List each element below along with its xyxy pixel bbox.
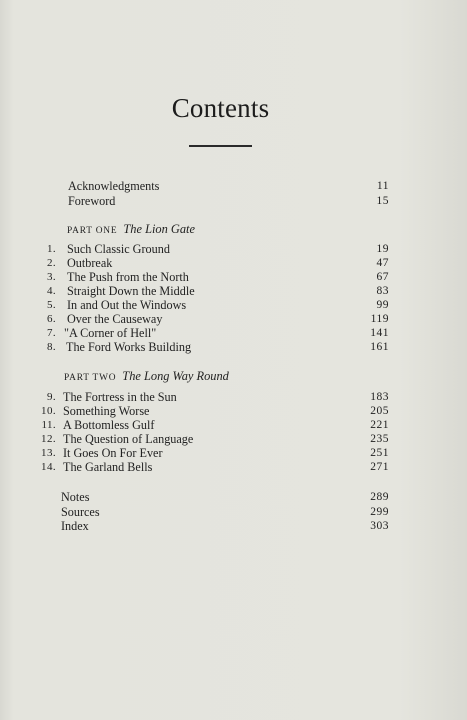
toc-entry-index (0, 519, 467, 533)
toc-entry-notes (0, 490, 467, 504)
entry-page: 161 (370, 341, 389, 353)
entry-page: 141 (370, 327, 389, 339)
toc-entry-foreword (0, 194, 467, 208)
toc-entry-chapter (0, 284, 467, 298)
page-title: Contents (171, 93, 270, 123)
chapter-number: 7. (46, 327, 56, 339)
chapter-number: 3. (46, 271, 56, 283)
entry-page: 11 (376, 180, 389, 192)
entry-label: Straight Down the Middle (67, 284, 195, 298)
part-heading-one (67, 222, 195, 236)
toc-entry-acknowledgments (0, 179, 467, 193)
chapter-number: 14. (41, 461, 56, 473)
toc-entry-chapter (0, 340, 467, 354)
chapter-number: 5. (46, 299, 56, 311)
toc-entry-chapter (0, 270, 467, 284)
entry-label: Acknowledgments (68, 179, 160, 193)
toc-entry-chapter (0, 460, 467, 474)
entry-label: Something Worse (63, 404, 150, 418)
entry-page: 205 (370, 405, 389, 417)
toc-entry-chapter (0, 418, 467, 432)
entry-page: 119 (370, 313, 389, 325)
chapter-number: 10. (41, 405, 56, 417)
chapter-number: 11. (41, 419, 56, 431)
entry-label: A Bottomless Gulf (63, 418, 155, 432)
entry-page: 299 (370, 506, 389, 518)
toc-entry-chapter (0, 446, 467, 460)
entry-page: 99 (376, 299, 389, 311)
chapter-number: 6. (46, 313, 56, 325)
entry-page: 67 (376, 271, 389, 283)
entry-label: The Garland Bells (63, 460, 153, 474)
entry-label: The Fortress in the Sun (63, 390, 177, 404)
entry-page: 289 (370, 491, 389, 503)
part-title: The Long Way Round (122, 369, 229, 383)
part-title: The Lion Gate (123, 222, 195, 236)
chapter-number: 1. (46, 243, 56, 255)
chapter-number: 13. (41, 447, 56, 459)
chapter-number: 2. (46, 257, 56, 269)
toc-entry-chapter (0, 432, 467, 446)
entry-label: Index (61, 519, 89, 533)
entry-label: Over the Causeway (67, 312, 163, 326)
toc-entry-chapter (0, 256, 467, 270)
entry-page: 251 (370, 447, 389, 459)
entry-page: 183 (370, 391, 389, 403)
entry-label: Outbreak (67, 256, 113, 270)
entry-label: Such Classic Ground (67, 242, 170, 256)
chapter-number: 8. (46, 341, 56, 353)
entry-page: 83 (376, 285, 389, 297)
entry-page: 15 (376, 195, 389, 207)
part-heading-two (64, 369, 229, 383)
entry-label: Sources (61, 505, 100, 519)
toc-entry-chapter (0, 326, 467, 340)
entry-label: The Question of Language (63, 432, 194, 446)
toc-entry-chapter (0, 404, 467, 418)
toc-entry-sources (0, 505, 467, 519)
entry-page: 303 (370, 520, 389, 532)
toc-entry-chapter (0, 242, 467, 256)
part-label: PART ONE (67, 226, 118, 236)
entry-page: 47 (376, 257, 389, 269)
entry-label: "A Corner of Hell" (64, 326, 157, 340)
entry-label: Notes (61, 490, 90, 504)
chapter-number: 9. (46, 391, 56, 403)
chapter-number: 4. (46, 285, 56, 297)
entry-label: Foreword (68, 194, 116, 208)
entry-label: The Ford Works Building (66, 340, 192, 354)
part-label: PART TWO (64, 373, 117, 383)
chapter-number: 12. (41, 433, 56, 445)
toc-entry-chapter (0, 390, 467, 404)
title-rule (189, 145, 252, 147)
entry-page: 235 (370, 433, 389, 445)
entry-label: It Goes On For Ever (63, 446, 163, 460)
entry-page: 221 (370, 419, 389, 431)
toc-entry-chapter (0, 312, 467, 326)
toc-entry-chapter (0, 298, 467, 312)
entry-page: 19 (376, 243, 389, 255)
entry-label: In and Out the Windows (67, 298, 187, 312)
entry-page: 271 (370, 461, 389, 473)
entry-label: The Push from the North (67, 270, 189, 284)
